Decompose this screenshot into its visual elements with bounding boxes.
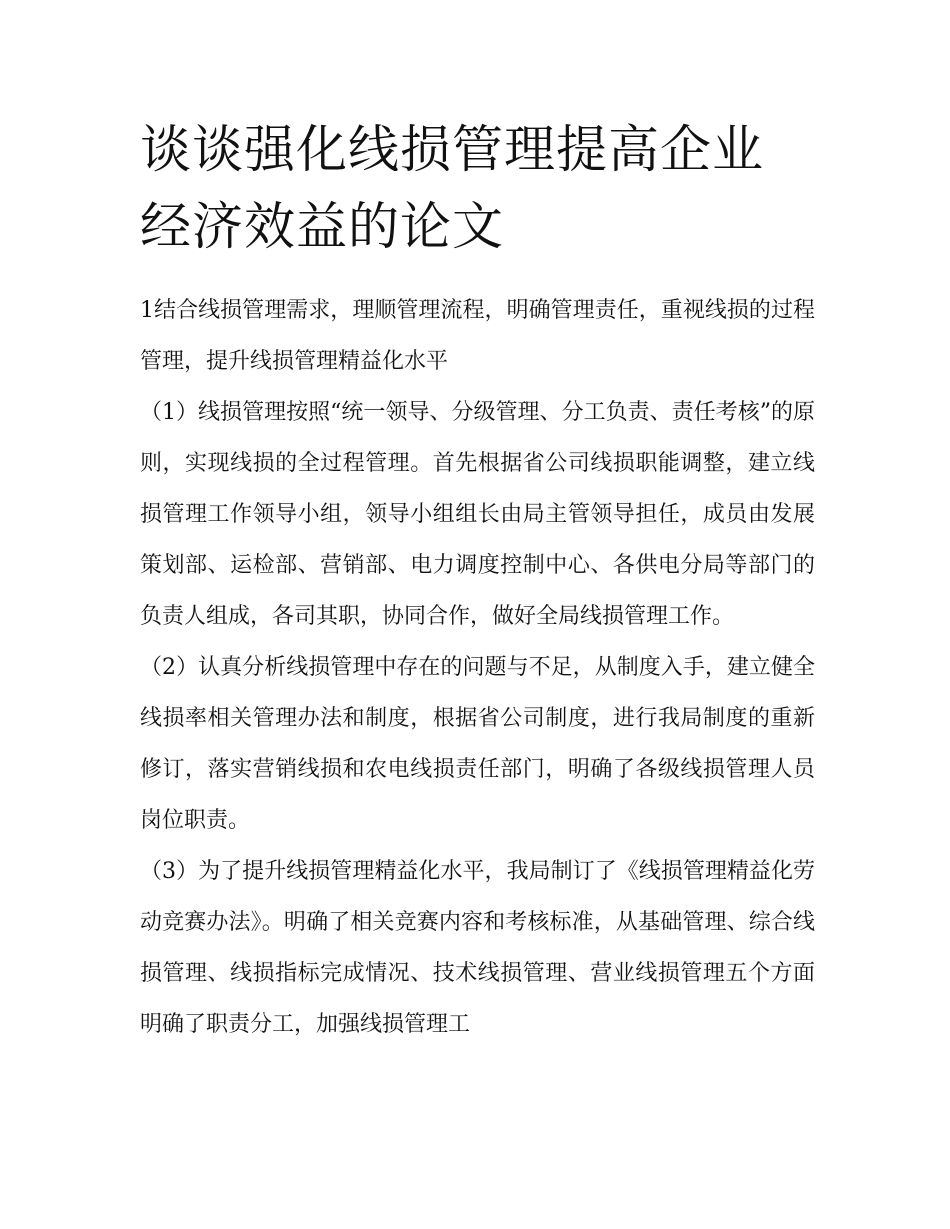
document-title: 谈谈强化线损管理提高企业经济效益的论文 [140,121,765,257]
paragraph-3: （2）认真分析线损管理中存在的问题与不足，从制度入手，建立健全线损率相关管理办法和制度，根据省公司制度，进行我局制度的重新修订，落实营销线损和农电线损责任部门，明确了各级线损管理人员岗位职责。 [140,655,815,833]
paragraph-4: （3）为了提升线损管理精益化水平，我局制订了《线损管理精益化劳动竞赛办法》。明确了相关竞赛内容和考核标准，从基础管理、综合线损管理、线损指标完成情况、技术线损管理、营业线损管理五个方面明确了职责分工，加强线损管理工 [140,859,815,1037]
paragraph-2: （1）线损管理按照“统一领导、分级管理、分工负责、责任考核”的原则，实现线损的全过程管理。首先根据省公司线损职能调整，建立线损管理工作领导小组，领导小组组长由局主管领导担任，成员由发展策划部、运检部、营销部、电力调度控制中心、各供电分局等部门的负责人组成，各司其职，协同合作，做好全局线损管理工作。 [140,400,815,629]
paragraph-1: 1结合线损管理需求，理顺管理流程，明确管理责任，重视线损的过程管理，提升线损管理精益化水平 [140,298,815,374]
document-body [140,112,815,1050]
